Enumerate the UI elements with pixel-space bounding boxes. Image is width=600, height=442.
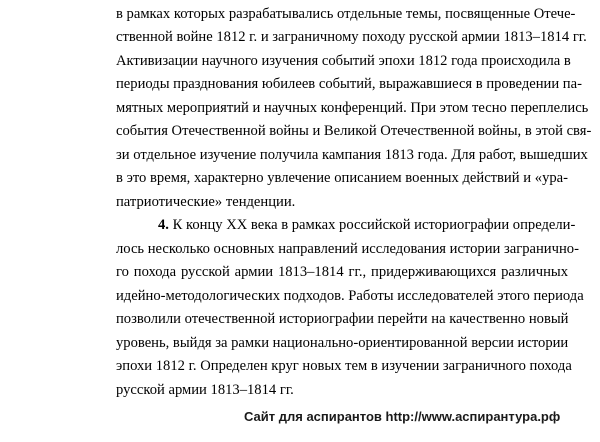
text-line: события Отечественной войны и Великой Отечественной войны, в этой свя- [116,123,592,139]
paragraph-first-line [158,214,576,237]
text-line: лось несколько основных направлений исследования истории загранично- [116,241,579,257]
text-line: ственной войне 1812 г. и заграничному походу русской армии 1813–1814 гг. [116,29,587,45]
text-line: го похода русской армии 1813–1814 гг., придерживающихся различных [116,264,568,280]
text-line: мятных мероприятий и научных конференций. При этом тесно переплелись [116,100,589,116]
text-line: русской армии 1813–1814 гг. [116,382,294,398]
text-line: идейно-методологических подходов. Работы исследователей этого периода [116,288,584,304]
text-line: уровень, выйдя за рамки национально-ориентированной версии истории [116,335,569,351]
paragraph-number: 4. [158,217,169,233]
text-line: в это время, характерно увлечение описанием военных действий и «ура- [116,170,568,186]
text-line: периоды празднования юбилеев событий, выражавшиеся в проведении па- [116,76,582,92]
site-watermark-text: Сайт для аспирантов http://www.аспирантура.рф [244,409,561,424]
text-line: эпохи 1812 г. Определен круг новых тем в изучении заграничного похода [116,358,572,374]
text-line: в рамках которых разрабатывались отдельные темы, посвященные Отече- [116,6,576,22]
paragraph-first-line-text: К концу XX века в рамках российской историографии определи- [168,217,576,233]
text-line: Активизации научного изучения событий эпохи 1812 года происходила в [116,53,571,69]
text-line: патриотические» тенденции. [116,194,296,210]
text-line: позволили отечественной историографии перейти на качественно новый [116,311,569,327]
text-line: зи отдельное изучение получила кампания 1813 года. Для работ, вышедших [116,147,588,163]
